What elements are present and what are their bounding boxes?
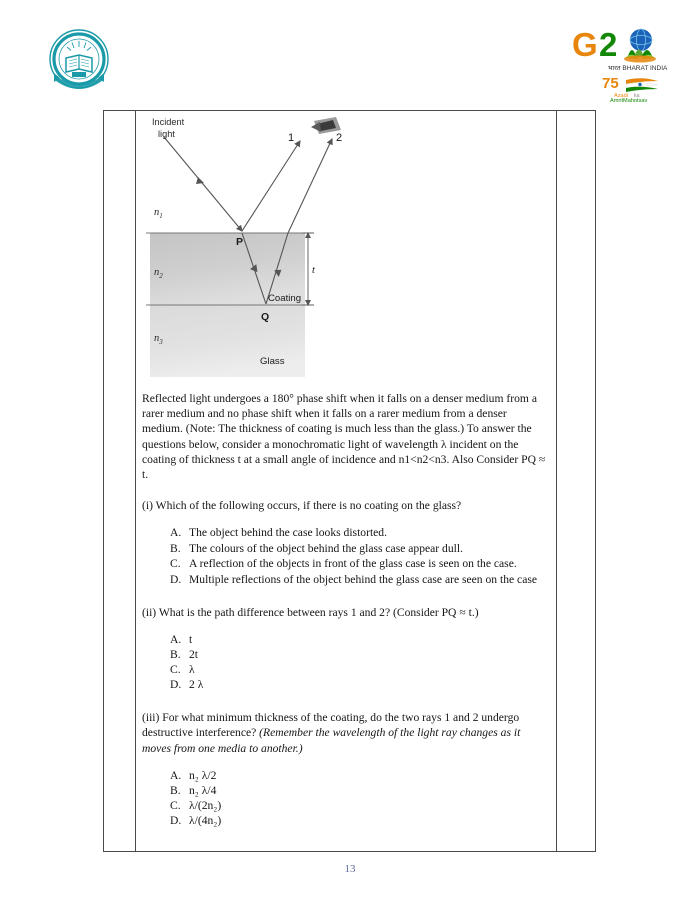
g20-logo-icon: [570, 26, 688, 74]
option-text: 2 λ: [189, 678, 204, 692]
svg-text:ka: ka: [634, 93, 640, 99]
figure-label-ray1: 1: [288, 132, 295, 144]
svg-text:AmritMahotsav: AmritMahotsav: [610, 98, 648, 102]
question-ii-options: [142, 632, 550, 692]
passage-text: Reflected light undergoes a 180° phase shift when it falls on a denser medium from a rarer medium and no phase shift when it falls on a rarer medium from a denser medium. (Note: The thickness of coating is much less than the glass.) To answer the questions below, consider a monochromatic light of wavelength λ incident on the coating of thickness t at a small angle of incidence and n1<n2<n3. Also Consider PQ ≈ t.: [142, 392, 546, 482]
option-letter: B.: [170, 783, 181, 797]
svg-text:G: G: [572, 26, 598, 63]
option-letter: A.: [170, 768, 182, 782]
thin-film-interference-figure: [136, 111, 556, 391]
figure-label-glass: Glass: [260, 356, 285, 367]
option-text: λ: [189, 663, 195, 677]
option-row[interactable]: [142, 647, 550, 662]
svg-text:75: 75: [602, 75, 619, 92]
option-text: The object behind the case looks distorted.: [189, 526, 388, 540]
option-letter: D.: [170, 572, 182, 586]
question-iii-italic-note: (Remember the wavelength of the light ray changes as it moves from one media to another.): [142, 726, 521, 755]
option-row[interactable]: [142, 662, 550, 677]
figure-label-ray2: 2: [336, 132, 343, 144]
question-table-frame: [103, 110, 596, 852]
figure-label-coating: Coating: [268, 293, 302, 304]
question-ii-text: (ii) What is the path difference between rays 1 and 2? (Consider PQ ≈ t.): [142, 606, 479, 620]
cbse-emblem-icon: [48, 28, 110, 96]
option-row[interactable]: [142, 541, 550, 556]
option-row[interactable]: [142, 632, 550, 647]
figure-label-thickness: t: [312, 265, 315, 276]
question-iii-text: [142, 710, 550, 756]
option-text: λ/(4n₂): [189, 813, 222, 827]
figure-label-incident-line1: Incident: [152, 117, 185, 127]
option-row[interactable]: [142, 813, 550, 828]
option-letter: A.: [170, 526, 182, 540]
option-row[interactable]: [142, 677, 550, 692]
option-letter: D.: [170, 813, 182, 827]
table-right-margin-column: [557, 111, 595, 851]
figure-label-n1: $n_1$: [154, 207, 163, 220]
option-letter: C.: [170, 557, 181, 571]
option-letter: B.: [170, 648, 181, 662]
figure-label-n3: $n_3$: [154, 333, 163, 346]
option-row[interactable]: [142, 798, 550, 813]
svg-text:Azadi: Azadi: [614, 93, 628, 99]
option-text: The colours of the object behind the glass case appear dull.: [189, 541, 463, 555]
option-text: A reflection of the objects in front of the glass case is seen on the case.: [189, 557, 517, 571]
page-header: [0, 0, 700, 100]
option-row[interactable]: [142, 783, 550, 798]
option-row[interactable]: [142, 768, 550, 783]
option-text: n₂ λ/2: [189, 768, 217, 782]
option-text: t: [189, 633, 193, 647]
table-main-column: [136, 111, 557, 851]
option-text: 2t: [189, 648, 199, 662]
question-iii-options: [142, 768, 550, 828]
option-row[interactable]: [142, 525, 550, 540]
option-letter: A.: [170, 633, 182, 647]
option-text: λ/(2n₂): [189, 798, 222, 812]
option-text: n₂ λ/4: [189, 783, 217, 797]
option-letter: C.: [170, 663, 181, 677]
option-letter: B.: [170, 541, 181, 555]
option-row[interactable]: [142, 556, 550, 571]
table-left-margin-column: [104, 111, 136, 851]
figure-label-n2: $n_2$: [154, 267, 163, 280]
svg-text:2: 2: [599, 26, 618, 63]
figure-label-incident-line2: light: [158, 129, 175, 139]
option-row[interactable]: [142, 572, 550, 587]
azadi-amrit-mahotsav-logo-icon: [600, 72, 672, 102]
option-letter: D.: [170, 678, 182, 692]
page-number: 13: [344, 863, 356, 875]
svg-text:भारत BHARAT INDIA: भारत BHARAT INDIA: [608, 65, 668, 72]
question-i-options: [142, 525, 550, 587]
question-iii-plain: (iii) For what minimum thickness of the coating, do the two rays 1 and 2 undergo destructive interference?: [142, 711, 520, 740]
question-i-text: (i) Which of the following occurs, if there is no coating on the glass?: [142, 499, 462, 513]
option-text: Multiple reflections of the object behind the glass case are seen on the case: [189, 572, 538, 586]
figure-label-point-p: P: [236, 236, 244, 248]
figure-label-point-q: Q: [261, 311, 270, 323]
option-letter: C.: [170, 798, 181, 812]
